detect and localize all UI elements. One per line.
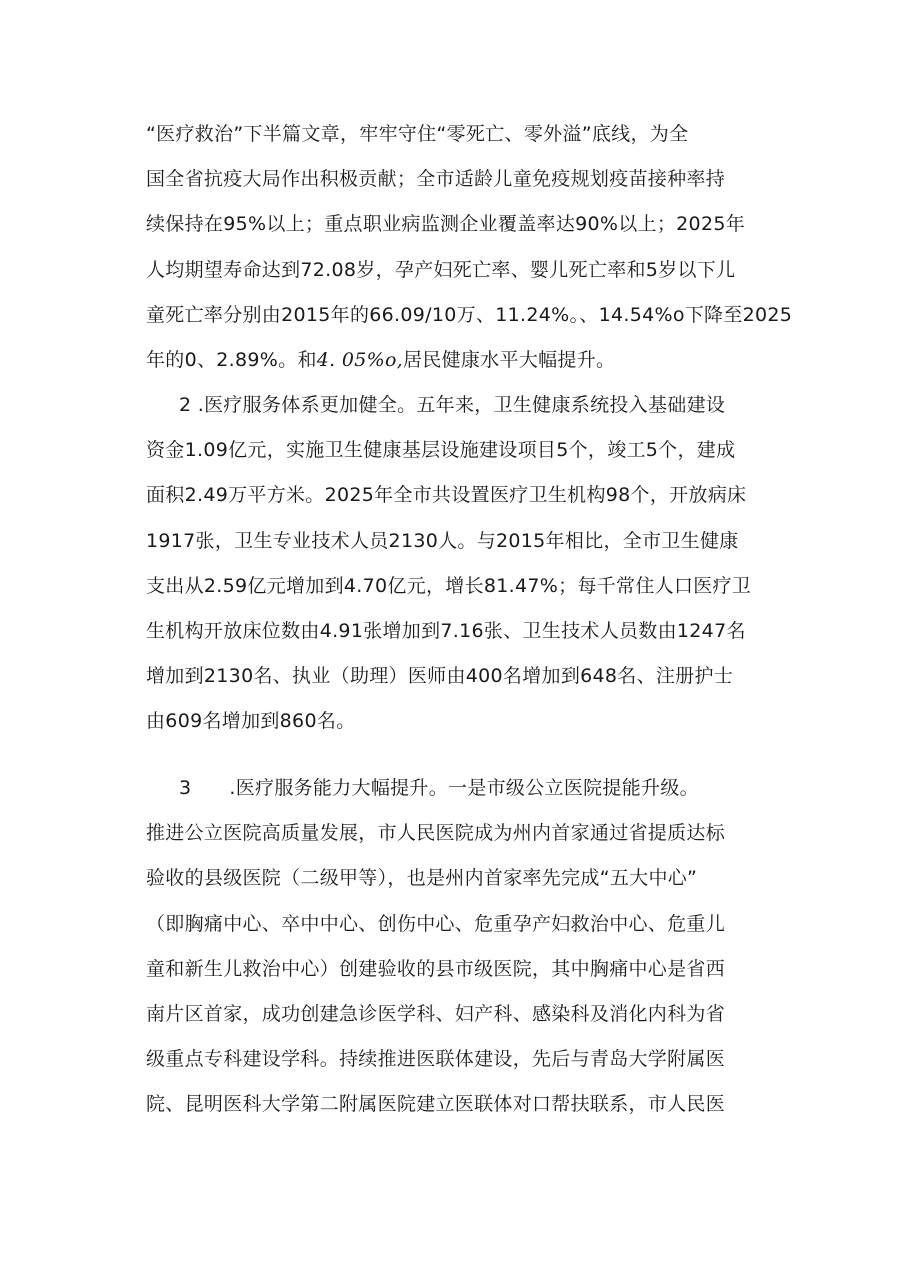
text-line: 人均期望寿命达到72.08岁，孕产妇死亡率、婴儿死亡率和5岁以下儿	[146, 258, 736, 281]
italic-value: 4. 05%o,	[316, 348, 404, 371]
paragraph-1	[146, 112, 793, 383]
text-line: 院、昆明医科大学第二附属医院建立医联体对口帮扶联系，市人民医	[146, 1093, 726, 1116]
text-line: （即胸痛中心、卒中中心、创伤中心、危重孕产妇救治中心、危重儿	[146, 912, 726, 935]
text-line: 验收的县级医院（二级甲等），也是州内首家率先完成“五大中心”	[146, 867, 698, 890]
text-line: 童死亡率分别由2015年的66.09/10万、11.24%。、14.54%o下降至2025	[146, 303, 793, 326]
text-line: 支出从2.59亿元增加到4.70亿元，增长81.47%；每千常住人口医疗卫	[146, 574, 752, 597]
paragraph-heading-line: 2 .医疗服务体系更加健全。五年来，卫生健康系统投入基础建设	[179, 394, 726, 416]
paragraph-2	[146, 383, 782, 745]
text-line: 生机构开放床位数由4.91张增加到7.16张、卫生技术人员数由1247名	[146, 619, 746, 642]
paragraph-3	[146, 766, 782, 1128]
text-line: 面积2.49万平方米。2025年全市共设置医疗卫生机构98个，开放病床	[146, 484, 747, 507]
text-line: 增加到2130名、执业（助理）医师由400名增加到648名、注册护士	[146, 665, 734, 688]
text-line: 级重点专科建设学科。持续推进医联体建设，先后与青岛大学附属医	[146, 1048, 726, 1071]
text-line: “医疗救治”下半篇文章，牢牢守住“零死亡、零外溢”底线，为全	[146, 123, 689, 145]
text-line: 国全省抗疫大局作出积极贡献；全市适龄儿童免疫规划疫苗接种率持	[146, 168, 726, 191]
text-line: 由609名增加到860名。	[146, 710, 356, 733]
text-line: 续保持在95%以上；重点职业病监测企业覆盖率达90%以上；2025年	[146, 213, 746, 236]
text-line: 1917张，卫生专业技术人员2130人。与2015年相比，全市卫生健康	[146, 529, 739, 552]
text-line-last	[146, 338, 782, 383]
text-line: 童和新生儿救治中心）创建验收的县市级医院，其中胸痛中心是省西	[146, 957, 726, 980]
text-line: 南片区首家，成功创建急诊医学科、妇产科、感染科及消化内科为省	[146, 1002, 726, 1025]
text-fragment: 居民健康水平大幅提升。	[403, 348, 616, 371]
section-number: 3	[179, 777, 192, 799]
text-line: 推进公立医院高质量发展，市人民医院成为州内首家通过省提质达标	[146, 822, 726, 845]
section-heading: .医疗服务能力大幅提升。一是市级公立医院提能升级。	[229, 777, 699, 799]
text-fragment: 年的0、2.89%。和	[146, 348, 317, 371]
text-line: 资金1.09亿元，实施卫生健康基层设施建设项目5个，竣工5个，建成	[146, 439, 736, 462]
paragraph-heading-line	[146, 766, 782, 811]
